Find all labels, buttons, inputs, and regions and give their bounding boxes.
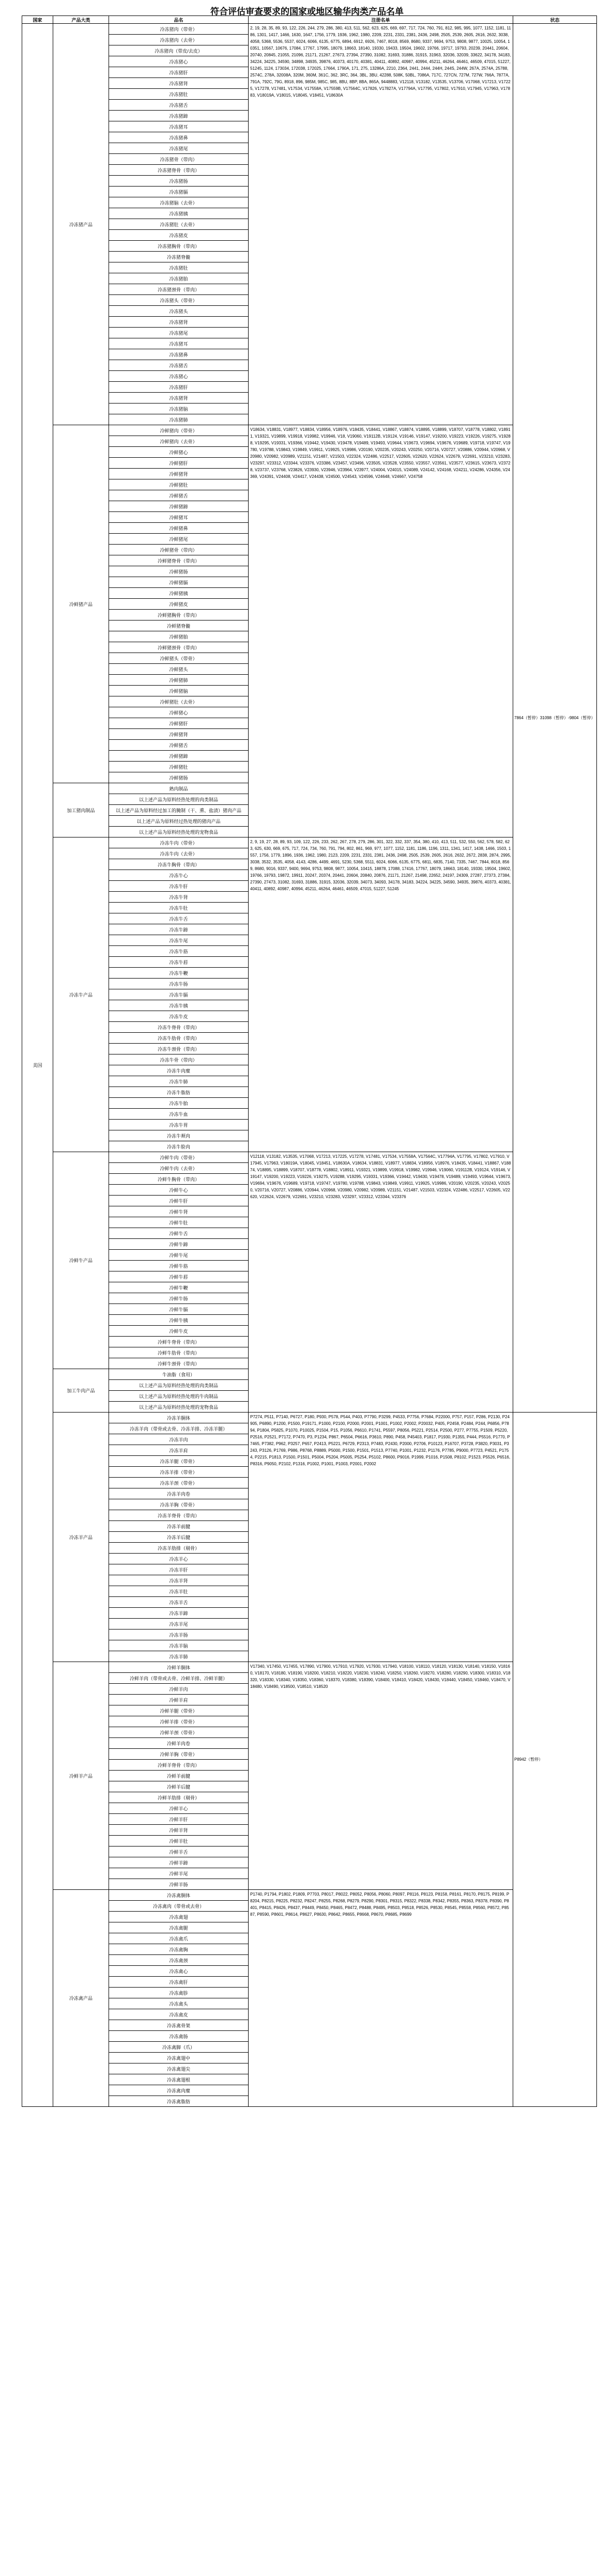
product-name-cell: 冷鲜猪肚 xyxy=(109,762,249,772)
product-name-cell: 冷鲜牛蹄 xyxy=(109,1239,249,1250)
product-name-cell: 冷冻猪尾 xyxy=(109,328,249,338)
product-name-cell: 冷冻牛筋 xyxy=(109,946,249,957)
product-name-cell: 冷冻羊脊骨（带肉） xyxy=(109,1510,249,1521)
product-name-cell: 冷鲜猪肠 xyxy=(109,566,249,577)
product-name-cell: 冷冻牛胎 xyxy=(109,1098,249,1109)
product-name-cell: 冷鲜羊肝 xyxy=(109,1814,249,1825)
product-name-cell: 冷鲜猪肚（去骨） xyxy=(109,696,249,707)
product-name-cell: 冷鲜羊肋排（剔骨） xyxy=(109,1792,249,1803)
product-name-cell: 冷冻牛膈 xyxy=(109,989,249,1000)
product-name-cell: 冷冻猪脊骨（带肉） xyxy=(109,165,249,176)
product-name-cell: 冷鲜羊肚 xyxy=(109,1836,249,1846)
product-name-cell: 冷鲜猪肺 xyxy=(109,675,249,686)
product-name-cell: 冷冻猪肝 xyxy=(109,382,249,393)
product-name-cell: 冷鲜猪心 xyxy=(109,447,249,458)
category-cell: 冷冻禽产品 xyxy=(53,1890,109,2107)
product-name-cell: 冷冻禽腿 xyxy=(109,1922,249,1933)
status-cell: P8942（暂停） xyxy=(513,1413,597,2107)
header-country: 国家 xyxy=(22,16,53,24)
product-name-cell: 冷冻猪颈骨（带肉） xyxy=(109,284,249,295)
product-name-cell: 冷冻猪肾 xyxy=(109,393,249,404)
product-name-cell: 冷冻猪肾 xyxy=(109,317,249,328)
product-name-cell: 冷冻牛血 xyxy=(109,1109,249,1120)
product-name-cell: 冷冻羊胸（带骨） xyxy=(109,1499,249,1510)
header-name: 品名 xyxy=(109,16,249,24)
product-name-cell: 冷鲜羊尾 xyxy=(109,1868,249,1879)
product-name-cell: 冷鲜猪肉（去骨） xyxy=(109,436,249,447)
product-name-cell: 冷冻牛皮 xyxy=(109,1011,249,1022)
product-name-cell: 冷冻牛肉（去骨） xyxy=(109,848,249,859)
product-name-cell: 冷鲜牛肋骨（带肉） xyxy=(109,1347,249,1358)
product-name-cell: 冷冻牛肠 xyxy=(109,979,249,989)
product-name-cell: 冷冻羊腿（带骨） xyxy=(109,1456,249,1467)
category-cell: 加工猪肉制品 xyxy=(53,783,109,837)
product-name-cell: 冷鲜牛唇 xyxy=(109,1271,249,1282)
product-name-cell: 冷冻牛鞭 xyxy=(109,968,249,979)
product-name-cell: 冷冻猪心 xyxy=(109,371,249,382)
product-name-cell: 冷冻牛胰 xyxy=(109,1000,249,1011)
product-name-cell: 冷鲜猪肝 xyxy=(109,458,249,469)
product-name-cell: 冷冻牛胸骨（带肉） xyxy=(109,859,249,870)
product-name-cell: 冷冻猪心 xyxy=(109,56,249,67)
product-name-cell: 冷冻牛脊骨（带肉） xyxy=(109,1022,249,1033)
product-name-cell: 冷冻羊肝 xyxy=(109,1564,249,1575)
product-name-cell: 冷冻禽翅根 xyxy=(109,2074,249,2085)
product-name-cell: 冷鲜猪舌 xyxy=(109,490,249,501)
product-name-cell: 冷冻禽翅尖 xyxy=(109,2063,249,2074)
product-name-cell: 冷冻猪头（带骨） xyxy=(109,295,249,306)
product-name-cell: 冷冻禽头 xyxy=(109,1998,249,2009)
product-name-cell: 冷冻禽肉（带骨或去骨） xyxy=(109,1901,249,1912)
product-name-cell: 冷冻羊颈（带骨） xyxy=(109,1478,249,1488)
product-name-cell: 冷鲜猪蹄 xyxy=(109,751,249,762)
product-name-cell: 冷鲜羊肉卷 xyxy=(109,1738,249,1749)
product-name-cell: 冷冻牛脸肉 xyxy=(109,1141,249,1152)
product-name-cell: 冷鲜牛肝 xyxy=(109,1196,249,1206)
product-name-cell: 冷鲜羊肉（带骨或去骨、冷鲜羊排、冷鲜羊腿） xyxy=(109,1673,249,1684)
product-name-cell: 冷冻禽翅中 xyxy=(109,2053,249,2063)
product-name-cell: 冷鲜羊舌 xyxy=(109,1846,249,1857)
category-cell: 冷鲜猪产品 xyxy=(53,425,109,783)
product-name-cell: 以上述产品为原料经热处理的宠物食品 xyxy=(109,1402,249,1413)
product-name-cell: 冷冻猪耳 xyxy=(109,121,249,132)
product-name-cell: 冷鲜猪蹄 xyxy=(109,501,249,512)
product-name-cell: 冷冻羊排（带骨） xyxy=(109,1467,249,1478)
product-name-cell: 冷冻猪耳 xyxy=(109,338,249,349)
product-name-cell: 冷冻牛肝 xyxy=(109,881,249,892)
product-name-cell: 冷冻禽爪 xyxy=(109,1933,249,1944)
product-name-cell: 冷鲜羊后腱 xyxy=(109,1781,249,1792)
product-name-cell: 冷冻猪蹄 xyxy=(109,111,249,121)
product-name-cell: 冷冻羊肋排（剔骨） xyxy=(109,1543,249,1554)
product-name-cell: 冷冻羊肉 xyxy=(109,1434,249,1445)
product-name-cell: 冷鲜羊胸（带骨） xyxy=(109,1749,249,1760)
product-name-cell: 冷冻禽胸 xyxy=(109,1944,249,1955)
product-name-cell: 冷冻牛肚 xyxy=(109,903,249,913)
product-name-cell: 冷鲜牛肚 xyxy=(109,1217,249,1228)
product-name-cell: 以上述产品为原料经热处理的肉类制品 xyxy=(109,794,249,805)
category-cell: 加工牛肉产品 xyxy=(53,1369,109,1413)
product-name-cell: 以上述产品为原料经过热处理的猪肉产品 xyxy=(109,816,249,827)
product-name-cell: 冷冻猪肺 xyxy=(109,414,249,425)
product-name-cell: 冷冻禽皮 xyxy=(109,2009,249,2020)
product-name-cell: 冷冻禽骨架 xyxy=(109,2020,249,2031)
product-name-cell: 冷冻羊胴体 xyxy=(109,1413,249,1423)
header-category: 产品大类 xyxy=(53,16,109,24)
product-name-cell: 冷鲜羊心 xyxy=(109,1803,249,1814)
product-name-cell: 冷冻禽胴体 xyxy=(109,1890,249,1901)
status-cell: 7864（暂停）31098（暂停）-9804（暂停） xyxy=(513,24,597,1413)
product-name-cell: 冷冻牛唇 xyxy=(109,957,249,968)
product-name-cell: 冷鲜牛肾 xyxy=(109,1206,249,1217)
product-name-cell: 冷冻羊前腱 xyxy=(109,1521,249,1532)
product-name-cell: 冷冻羊肠 xyxy=(109,1630,249,1640)
product-name-cell: 冷鲜猪脑 xyxy=(109,686,249,696)
product-name-cell: 冷鲜牛鞭 xyxy=(109,1282,249,1293)
product-name-cell: 冷冻猪肉（去骨） xyxy=(109,35,249,45)
product-name-cell: 冷鲜猪胎 xyxy=(109,631,249,642)
product-name-cell: 冷冻羊肾 xyxy=(109,1575,249,1586)
product-name-cell: 冷鲜猪膈 xyxy=(109,577,249,588)
product-name-cell: 冷冻猪肝 xyxy=(109,67,249,78)
table-row xyxy=(22,1662,597,1673)
product-name-cell: 冷冻猪肠 xyxy=(109,176,249,187)
registration-codes-cell: V17340, V17450, V17455, V17890, V17900, V17910, V17920, V17930, V17940, V18100, V18110, V18120, V18130, V18140, V18150, V18160, V18170, V18180, V18190, V18200, V18210, V18220, V18230, V18240, V18250, V18260, V18270, V18280, V18290, V18300, V18310, V18320, V18330, V18340, V18350, V18360, V18370, V18380, V18390, V18400, V18410, V18420, V18430, V18440, V18450, V18460, V18470, V18480, V18490, V18500, V18510, V18520 xyxy=(249,1662,513,1890)
category-cell: 冷冻牛产品 xyxy=(53,837,109,1152)
product-name-cell: 冷鲜猪脊骨（带肉） xyxy=(109,555,249,566)
product-name-cell: 冷冻禽肠 xyxy=(109,2031,249,2042)
product-name-cell: 冷鲜羊前腱 xyxy=(109,1771,249,1781)
category-cell: 冷冻猪产品 xyxy=(53,24,109,425)
product-name-cell: 冷冻猪头 xyxy=(109,306,249,317)
product-name-cell: 冷鲜猪胸骨（带肉） xyxy=(109,610,249,620)
product-name-cell: 冷冻猪肚 xyxy=(109,89,249,100)
page-title: 符合评估审查要求的国家或地区输华肉类产品名单 xyxy=(210,7,404,17)
product-name-cell: 冷鲜猪鼻 xyxy=(109,523,249,534)
product-name-cell: 冷冻羊后腱 xyxy=(109,1532,249,1543)
product-name-cell: 冷冻羊脑 xyxy=(109,1640,249,1651)
product-name-cell: 冷鲜牛心 xyxy=(109,1185,249,1196)
product-name-cell: 冷冻牛肉（带骨） xyxy=(109,837,249,848)
product-name-cell: 冷冻猪胰 xyxy=(109,208,249,219)
product-name-cell: 冷鲜猪肉（带骨） xyxy=(109,425,249,436)
table-row xyxy=(22,425,597,436)
product-name-cell: 冷冻羊尾 xyxy=(109,1619,249,1630)
product-name-cell: 冷鲜牛胰 xyxy=(109,1315,249,1326)
product-name-cell: 冷冻牛蹄 xyxy=(109,924,249,935)
product-name-cell: 冷冻禽翅 xyxy=(109,1912,249,1922)
product-name-cell: 冷鲜羊颈（带骨） xyxy=(109,1727,249,1738)
product-name-cell: 冷冻羊肉卷 xyxy=(109,1488,249,1499)
product-name-cell: 冷鲜羊肉 xyxy=(109,1684,249,1695)
product-name-cell: 冷冻禽肉糜 xyxy=(109,2085,249,2096)
product-name-cell: 冷冻牛舌 xyxy=(109,913,249,924)
product-name-cell: 冷鲜牛膈 xyxy=(109,1304,249,1315)
product-name-cell: 冷冻猪胎 xyxy=(109,273,249,284)
product-name-cell: 冷冻羊肉（带骨或去骨、冷冻羊排、冷冻羊腿） xyxy=(109,1423,249,1434)
category-cell: 冷冻羊产品 xyxy=(53,1413,109,1662)
product-name-cell: 冷鲜牛颈骨（带肉） xyxy=(109,1358,249,1369)
product-name-cell: 冷鲜牛舌 xyxy=(109,1228,249,1239)
registration-codes-cell: 2, 19, 28, 35, 89, 93, 122, 226, 244, 279, 286, 380, 413, 511, 562, 623, 625, 669, 697, 717, 724, 760, 791, 812, 985, 995, 1077, 1152, 1181, 1186, 1301, 1417, 1466, 1630, 1647, 1756, 1779, 1936, 1962, 1980, 2209, 2231, 2331, 2381, 2436, 2498, 2505, 2539, 2605, 2616, 2632, 3038, 4058, 5368, 5536, 5537, 6024, 6066, 6135, 6775, 6894, 6912, 6926, 7467, 8018, 8569, 8680, 9337, 9694, 9753, 9808, 9877, 10025, 10054, 10351, 10567, 10676, 17084, 17767, 17995, 18079, 18663, 18140, 19330, 19433, 19504, 19602, 19766, 19717, 19793, 20239, 20441, 20604, 20740, 20845, 21055, 21096, 21171, 21267, 27673, 27394, 27390, 31082, 31693, 31886, 31915, 31963, 32036, 32039, 33622, 34178, 34183, 34224, 34225, 34590, 34898, 34935, 39876, 40373, 40170, 40381, 40411, 40892, 40987, 40994, 45211, 46264, 46461, 46509, 47015, 51227, 51245, 1124, 173034, 172038, 172025, 17664, 1790A, 171, 275, 13286A, 2210, 2364, 2441, 2444, 244H, 244S, 244W, 267A, 2574A, 25788, 2574C, 278A, 32008A, 320M, 360M, 361C, 362, 3RC, 364, 3BL, 3BU, 42288, 508K, 50BL, 7086A, 717C, 727CN, 727M, 727W, 766A, 7877A, 791A, 792C, 79G, 8918, 896, 985M, 985C, 985, 8BU, 8BP, 8BA, 865A, 9448883, V12118, V13182, V13535, V13706, V17068, V17213, V17225, V17278, V17481, V17534, V17558A, V17559B, V17564C, V17826, V17827A, V17794A, V17795, V17802, V17910, V17945, V17963, V17883, V18019A, V18015, V18045, V18451, V18630A xyxy=(249,24,513,425)
product-name-cell: 冷鲜猪骨（带肉） xyxy=(109,545,249,555)
product-name-cell: 以上述产品为原料经热处理的牛肉制品 xyxy=(109,1391,249,1402)
product-name-cell: 冷鲜猪心 xyxy=(109,707,249,718)
product-name-cell: 冷冻牛颊肉 xyxy=(109,1130,249,1141)
product-name-cell: 冷冻牛肾 xyxy=(109,892,249,903)
table-row xyxy=(22,24,597,35)
table-row xyxy=(22,837,597,848)
product-name-cell: 冷冻猪脊髓 xyxy=(109,252,249,262)
product-name-cell: 冷鲜羊胴体 xyxy=(109,1662,249,1673)
product-name-cell: 冷鲜猪尾 xyxy=(109,534,249,545)
table-row xyxy=(22,1890,597,1901)
product-name-cell: 冷冻羊心 xyxy=(109,1554,249,1564)
product-name-cell: 冷冻牛肋骨（带肉） xyxy=(109,1033,249,1044)
product-name-cell: 冷冻牛尾 xyxy=(109,935,249,946)
product-name-cell: 冷鲜猪肚 xyxy=(109,479,249,490)
product-name-cell: 冷鲜牛脊骨（带肉） xyxy=(109,1337,249,1347)
product-name-cell: 冷冻牛肉糜 xyxy=(109,1065,249,1076)
product-name-cell: 冷冻禽胗 xyxy=(109,1988,249,1998)
product-name-cell: 冷冻羊肩 xyxy=(109,1445,249,1456)
product-name-cell: 冷鲜牛肉（去骨） xyxy=(109,1163,249,1174)
product-name-cell: 冷冻禽颈 xyxy=(109,1955,249,1966)
product-name-cell: 冷冻猪脑（去骨） xyxy=(109,197,249,208)
product-name-cell: 牛油脂（食用） xyxy=(109,1369,249,1380)
product-name-cell: 以上述产品为原料经热处理的宠物食品 xyxy=(109,827,249,837)
product-name-cell: 冷鲜猪肝 xyxy=(109,718,249,729)
product-name-cell: 冷鲜猪头（带骨） xyxy=(109,653,249,664)
product-name-cell: 冷鲜羊肠 xyxy=(109,1879,249,1890)
product-name-cell: 冷鲜猪舌 xyxy=(109,740,249,751)
product-name-cell: 冷冻猪皮 xyxy=(109,230,249,241)
product-name-cell: 冷冻牛胃 xyxy=(109,1120,249,1130)
registration-codes-cell: 2, 9, 19, 27, 28, 89, 93, 109, 122, 226, 233, 262, 267, 278, 279, 286, 301, 322, 332, 337, 354, 380, 410, 413, 511, 532, 550, 562, 578, 582, 623, 625, 630, 669, 675, 717, 724, 734, 760, 791, 794, 802, 861, 969, 977, 1077, 1152, 1181, 1186, 1196, 1311, 1341, 1417, 1438, 1466, 1503, 1557, 1756, 1779, 1896, 1936, 1962, 1980, 2123, 2209, 2231, 2331, 2381, 2436, 2498, 2505, 2539, 2605, 2616, 2632, 2672, 2838, 2874, 2995, 3038, 3532, 3535, 4058, 4143, 4286, 4499, 4691, 5230, 5368, 5511, 6024, 6066, 6135, 6775, 6811, 6835, 7140, 7335, 7467, 7844, 8018, 8569, 8680, 9016, 9337, 9400, 9694, 9753, 9808, 9877, 10054, 10415, 18878, 17088, 17416, 17767, 18079, 18663, 18140, 19330, 19504, 19602, 19766, 19793, 19872, 19911, 20247, 20374, 20441, 20604, 20840, 20876, 21171, 21267, 21498, 22652, 24197, 24309, 27287, 27373, 27384, 27390, 27473, 31082, 31693, 31886, 31915, 32036, 32039, 34073, 34093, 34178, 34183, 34224, 34225, 34590, 34935, 39876, 40373, 40381, 40411, 40892, 40987, 40994, 45211, 46264, 46461, 46509, 47015, 51227, 51245 xyxy=(249,837,513,1152)
product-name-cell: 冷冻猪尾 xyxy=(109,143,249,154)
product-name-cell: 冷冻禽脚（爪） xyxy=(109,2042,249,2053)
product-name-cell: 冷鲜羊腿（带骨） xyxy=(109,1705,249,1716)
product-name-cell: 冷鲜牛胸骨（带肉） xyxy=(109,1174,249,1185)
product-name-cell: 冷鲜猪头 xyxy=(109,664,249,675)
product-name-cell: 冷鲜牛肉（带骨） xyxy=(109,1152,249,1163)
product-name-cell: 冷冻羊肺 xyxy=(109,1651,249,1662)
table-row xyxy=(22,1152,597,1163)
product-name-cell: 冷冻猪骨（带肉） xyxy=(109,154,249,165)
header-status: 状态 xyxy=(513,16,597,24)
category-cell: 冷鲜牛产品 xyxy=(53,1152,109,1369)
product-name-cell: 冷冻禽脂肪 xyxy=(109,2096,249,2107)
product-name-cell: 冷冻猪胸骨（带肉） xyxy=(109,241,249,252)
header-registration: 注册名单 xyxy=(249,16,513,24)
product-name-cell: 冷冻牛颈骨（带肉） xyxy=(109,1044,249,1054)
product-name-cell: 冷冻猪膈 xyxy=(109,187,249,197)
product-name-cell: 冷冻猪鼻 xyxy=(109,349,249,360)
product-name-cell: 冷鲜猪颈骨（带肉） xyxy=(109,642,249,653)
product-name-cell: 冷冻猪肉（带皮/去皮） xyxy=(109,45,249,56)
product-name-cell: 冷冻羊蹄 xyxy=(109,1608,249,1619)
product-name-cell: 冷鲜牛皮 xyxy=(109,1326,249,1337)
product-name-cell: 冷鲜猪肾 xyxy=(109,469,249,479)
product-name-cell: 冷鲜羊脊骨（带肉） xyxy=(109,1760,249,1771)
product-name-cell: 冷鲜羊排（带骨） xyxy=(109,1716,249,1727)
product-name-cell: 冷冻猪舌 xyxy=(109,100,249,111)
product-name-cell: 冷冻猪舌 xyxy=(109,360,249,371)
product-name-cell: 冷冻猪肾 xyxy=(109,78,249,89)
product-name-cell: 冷鲜猪肠 xyxy=(109,772,249,783)
product-name-cell: 冷冻羊肚 xyxy=(109,1586,249,1597)
registration-codes-cell: P1740, P1794, P1802, P1809, P7703, P8017, P8022, P8052, P8056, P8060, P8097, P8116, P8123, P8158, P8161, P8170, P8175, P8199, P8204, P8215, P8225, P8232, P8247, P8255, P8268, P8279, P8290, P8301, P8315, P8322, P8338, P8342, P8355, P8363, P8378, P8390, P8401, P8415, P8426, P8437, P8449, P8450, P8465, P8472, P8488, P8495, P8503, P8518, P8526, P8530, P8545, P8558, P8560, P8572, P8587, P8590, P8601, P8614, P8627, P8630, P8642, P8655, P8668, P8670, P8685, P8699 xyxy=(249,1890,513,2107)
product-name-cell: 冷冻牛脂肪 xyxy=(109,1087,249,1098)
product-name-cell: 冷冻禽心 xyxy=(109,1966,249,1977)
product-name-cell: 冷鲜猪脊髓 xyxy=(109,620,249,631)
product-name-cell: 冷冻猪肚（去骨） xyxy=(109,219,249,230)
product-name-cell: 冷鲜羊肩 xyxy=(109,1695,249,1705)
registration-codes-cell: V18634, V18831, V18977, V18834, V18956, V18976, V18435, V18441, V18867, V18874, V18895, V18899, V18707, V18778, V18802, V18911, V19321, V19899, V19918, V19982, V19946, V18, V19060, V19112B, V19124, V19146, V19147, V19200, V19223, V19226, V19275, V19288, V19295, V19331, V19366, V19442, V19430, V19478, V19489, V19493, V19644, V19673, V19694, V19676, V19689, V19718, V19747, V19780, V19788, V19843, V19849, V19911, V19925, V19986, V20190, V20235, V20243, V20250, V20716, V20727, V20886, V20944, V20968, V20980, V20982, V20989, V21151, V21487, V21503, V22324, V22486, V22517, V22605, V22620, V22624, V22679, V22691, V23210, V23283, V23297, V23312, V23344, V23376, V23386, V23457, V23496, V23505, V23528, V23550, V23557, V23561, V23577, V23615, V23673, V23728, V23737, V23768, V23826, V23930, V23946, V23964, V23977, V24004, V24015, V24089, V24142, V24168, V24211, V24286, V24356, V24369, V24391, V24408, V24417, V24438, V24500, V24543, V24596, V24648, V24667, V24758 xyxy=(249,425,513,837)
product-name-cell: 冷冻牛骨（带肉） xyxy=(109,1054,249,1065)
product-name-cell: 冷鲜猪皮 xyxy=(109,599,249,610)
registration-codes-cell: P7274, P511, P7140, P6727, P180, P930, P578, P544, P403, P7790, P3299, P4533, P7756, P7684, P22000, P757, P157, P286, P2130, P24905, P6890, P1200, P1500, P19171, P1000, P2100, P2000, P2001, P1001, P1002, P2002, P20032, P405, P2458, P2484, P244, P6856, P7894, P1804, P5825, P1070, P10025, P1504, P15, P1056, P6610, P1741, P5597, P8056, P5221, P2514, P2500, P277, P7755, P1509, P5220, P2516, P2521, P7172, P7470, P3, P1234, P867, P6504, P6616, P3610, P890, P458, P45403, P1817, P1930, P1355, P444, P5516, P1770, P7465, P7382, P962, P3257, P657, P2413, P5221, P6729, P2313, P7483, P2430, P2000, P2706, P10123, P16707, P3728, P3820, P3031, P3243, P3126, P1769, P986, P8768, P8889, P5000, P1500, P1501, P1513, P7740, P1001, P1232, P1176, P7785, P9000, P7723, P4521, P1754, P2215, P1813, P1500, P1501, P5004, P5204, P5005, P5254, P5102, P8600, P9016, P1999, P1016, P1508, P8102, P1523, P5526, P6516, P8316, P9050, P2102, P1316, P1002, P1001, P1003, P2001, P2002 xyxy=(249,1413,513,1662)
product-name-cell: 冷冻牛心 xyxy=(109,870,249,881)
product-name-cell: 冷冻猪鼻 xyxy=(109,132,249,143)
product-name-cell: 冷鲜猪胰 xyxy=(109,588,249,599)
product-name-cell: 以上述产品为原料经过加工的腌制（干、熏、盐渍）猪肉产品 xyxy=(109,805,249,816)
registration-codes-cell: V12118, V13182, V13535, V17068, V17213, V17225, V17278, V17481, V17534, V17558A, V17564C, V17794A, V17795, V17802, V17910, V17945, V17963, V18019A, V18045, V18451, V18630A, V18634, V18831, V18977, V18834, V18956, V18976, V18435, V18441, V18867, V18874, V18895, V18899, V18707, V18778, V18802, V18911, V19321, V19899, V19918, V19982, V19946, V19060, V19112B, V19124, V19146, V19147, V19200, V19223, V19226, V19275, V19288, V19295, V19331, V19366, V19442, V19430, V19478, V19489, V19493, V19644, V19673, V19694, V19676, V19689, V19718, V19747, V19780, V19788, V19843, V19849, V19911, V19925, V19986, V20190, V20235, V20243, V20250, V20716, V20727, V20886, V20944, V20968, V20980, V20982, V20989, V21151, V21487, V21503, V22324, V22486, V22517, V22605, V22620, V22624, V22679, V22691, V23210, V23283, V23297, V23312, V23344, V23376 xyxy=(249,1152,513,1413)
product-name-cell: 冷冻羊舌 xyxy=(109,1597,249,1608)
product-name-cell: 冷鲜牛筋 xyxy=(109,1261,249,1271)
product-name-cell: 熟肉制品 xyxy=(109,783,249,794)
product-name-cell: 冷冻牛肺 xyxy=(109,1076,249,1087)
product-name-cell: 冷鲜牛肠 xyxy=(109,1293,249,1304)
product-list-table xyxy=(22,15,597,2107)
product-name-cell: 冷冻猪脑 xyxy=(109,404,249,414)
table-body xyxy=(22,24,597,2107)
product-name-cell: 冷鲜牛尾 xyxy=(109,1250,249,1261)
product-name-cell: 冷鲜猪肾 xyxy=(109,729,249,740)
country-cell: 美国 xyxy=(22,24,53,2107)
product-name-cell: 冷冻禽肝 xyxy=(109,1977,249,1988)
product-name-cell: 冷鲜猪耳 xyxy=(109,512,249,523)
category-cell: 冷鲜羊产品 xyxy=(53,1662,109,1890)
product-name-cell: 冷鲜羊肾 xyxy=(109,1825,249,1836)
product-name-cell: 以上述产品为原料经热处理的肉类制品 xyxy=(109,1380,249,1391)
table-row xyxy=(22,1413,597,1423)
product-name-cell: 冷冻猪肉（带骨） xyxy=(109,24,249,35)
table-header-row xyxy=(22,16,597,24)
product-name-cell: 冷冻猪肚 xyxy=(109,262,249,273)
product-name-cell: 冷鲜羊蹄 xyxy=(109,1857,249,1868)
